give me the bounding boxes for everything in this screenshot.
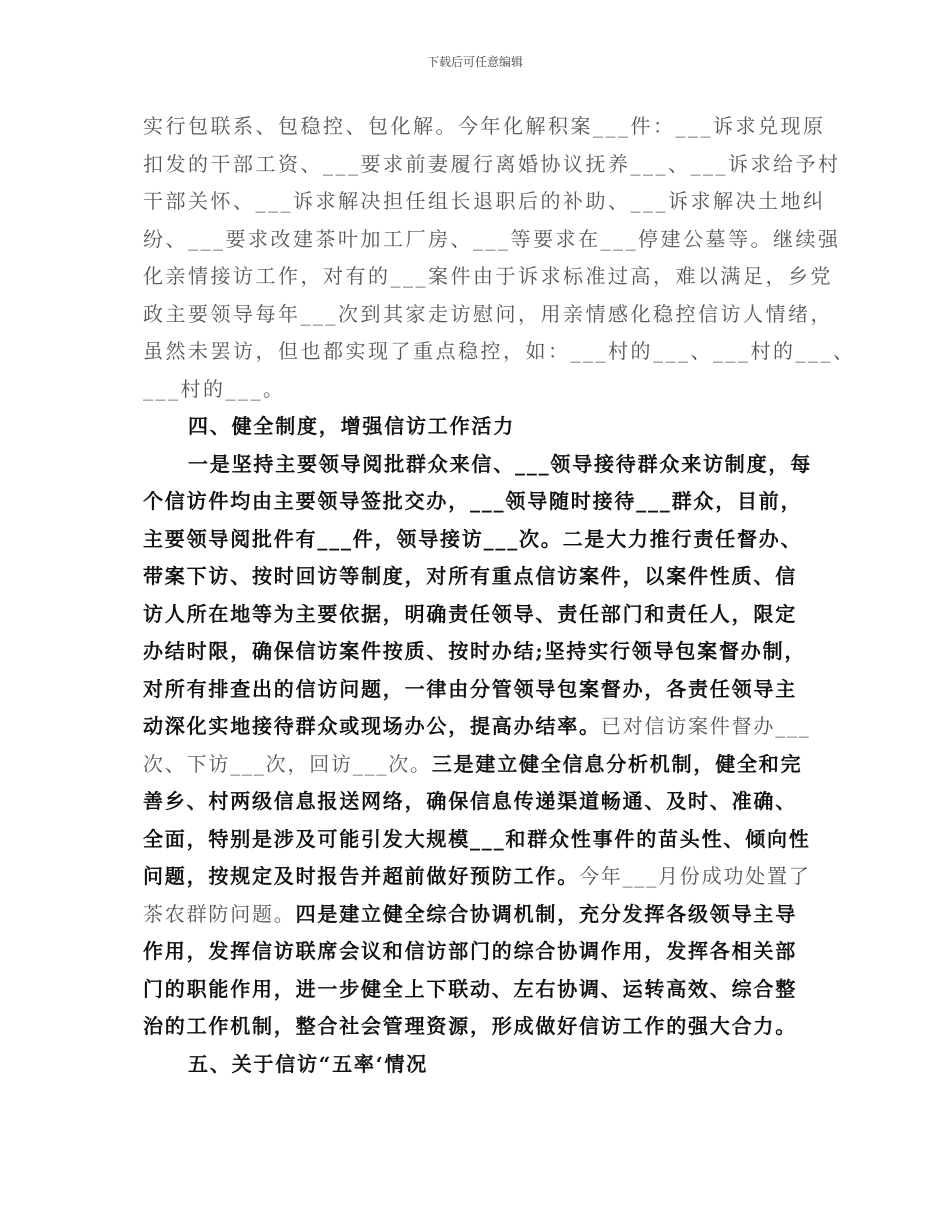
text-line xyxy=(143,296,833,334)
text-line xyxy=(143,183,826,221)
text-line xyxy=(143,783,813,821)
text-segment: 四是建立健全综合协调机制，充分发挥各级领导主导 xyxy=(295,901,798,926)
text-line xyxy=(143,896,813,934)
text-line xyxy=(143,108,826,146)
text-segment: 茶农群防问题。 xyxy=(143,901,296,926)
text-segment: 访人所在地等为主要依据，明确责任领导、责任部门和责任人，限定 xyxy=(143,601,797,626)
text-segment: 动深化实地接待群众或现场办公，提高办结率。 xyxy=(143,714,601,738)
text-segment: 虽然未罢访，但也都实现了重点稳控，如：___村的___、___村的___、 xyxy=(143,339,856,363)
text-segment: 主要领导阅批件有___件，领导接访___次。二是大力推行责任督办、 xyxy=(143,526,803,551)
text-line xyxy=(143,1008,813,1046)
text-line xyxy=(143,333,856,371)
text-segment: 三是建立健全信息分析机制，健全和完 xyxy=(431,751,803,776)
text-line xyxy=(143,708,813,746)
text-segment: 次、下访___次，回访___次。 xyxy=(143,751,432,776)
text-line xyxy=(143,221,841,259)
text-segment: 政主要领导每年___次到其家走访慰问，用亲情感化稳控信访人情绪， xyxy=(143,301,833,326)
text-line xyxy=(143,671,813,709)
text-segment: 对所有排查出的信访问题，一律由分管领导包案督办，各责任领导主 xyxy=(143,676,797,701)
text-segment: 干部关怀、___诉求解决担任组长退职后的补助、___诉求解决土地纠 xyxy=(143,189,826,213)
text-segment: 今年___月份成功处置了 xyxy=(579,864,811,888)
text-segment: 化亲情接访工作，对有的___案件由于诉求标准过高，难以满足，乡党 xyxy=(143,264,833,288)
text-line xyxy=(143,558,813,596)
text-line xyxy=(143,446,813,484)
text-segment: 实行包联系、包稳控、包化解。今年化解积案___件：___诉求兑现原 xyxy=(143,114,826,138)
text-segment: 问题，按规定及时报告并超前做好预防工作。 xyxy=(143,864,579,888)
text-line xyxy=(143,408,813,446)
text-segment: 作用，发挥信访联席会议和信访部门的综合协调作用，发挥各相关部 xyxy=(143,939,797,963)
text-line xyxy=(143,258,833,296)
text-line xyxy=(143,1046,813,1084)
text-line xyxy=(143,971,813,1009)
text-segment: 全面，特别是涉及可能引发大规模___和群众性事件的苗头性、倾向性 xyxy=(143,826,811,851)
text-segment: 纷、___要求改建茶叶加工厂房、___等要求在___停建公墓等。继续强 xyxy=(143,226,841,251)
text-line xyxy=(143,746,813,784)
text-line xyxy=(143,483,813,521)
text-segment: 门的职能作用，进一步健全上下联动、左右协调、运转高效、综合整 xyxy=(143,976,797,1001)
text-line xyxy=(143,821,813,859)
text-line xyxy=(143,596,813,634)
text-segment: 带案下访、按时回访等制度，对所有重点信访案件，以案件性质、信 xyxy=(143,564,797,588)
text-segment: 治的工作机制，整合社会管理资源，形成做好信访工作的强大合力。 xyxy=(143,1014,797,1038)
text-line xyxy=(143,371,813,409)
text-segment: 一是坚持主要领导阅批群众来信、___领导接待群众来访制度，每 xyxy=(188,451,812,476)
text-line xyxy=(143,521,813,559)
text-line xyxy=(143,146,841,184)
text-segment: 已对信访案件督办___ xyxy=(600,714,811,738)
document-body xyxy=(143,108,856,1083)
text-segment: 扣发的干部工资、___要求前妻履行离婚协议抚养___、___诉求给予村 xyxy=(143,151,841,176)
text-segment: 办结时限，确保信访案件按质、按时办结;坚持实行领导包案督办制， xyxy=(143,639,807,663)
page-header: 下载后可任意编辑 xyxy=(426,55,523,69)
text-segment: 个信访件均由主要领导签批交办，___领导随时接待___群众，目前， xyxy=(143,489,803,513)
text-line xyxy=(143,633,813,671)
text-segment: 四、健全制度，增强信访工作活力 xyxy=(188,414,515,438)
text-line xyxy=(143,933,813,971)
text-segment: 善乡、村两级信息报送网络，确保信息传递渠道畅通、及时、准确、 xyxy=(143,789,797,813)
text-line xyxy=(143,858,813,896)
text-segment: ___村的___。 xyxy=(143,376,286,401)
text-segment: 五、关于信访“五率‘情况 xyxy=(188,1051,429,1076)
